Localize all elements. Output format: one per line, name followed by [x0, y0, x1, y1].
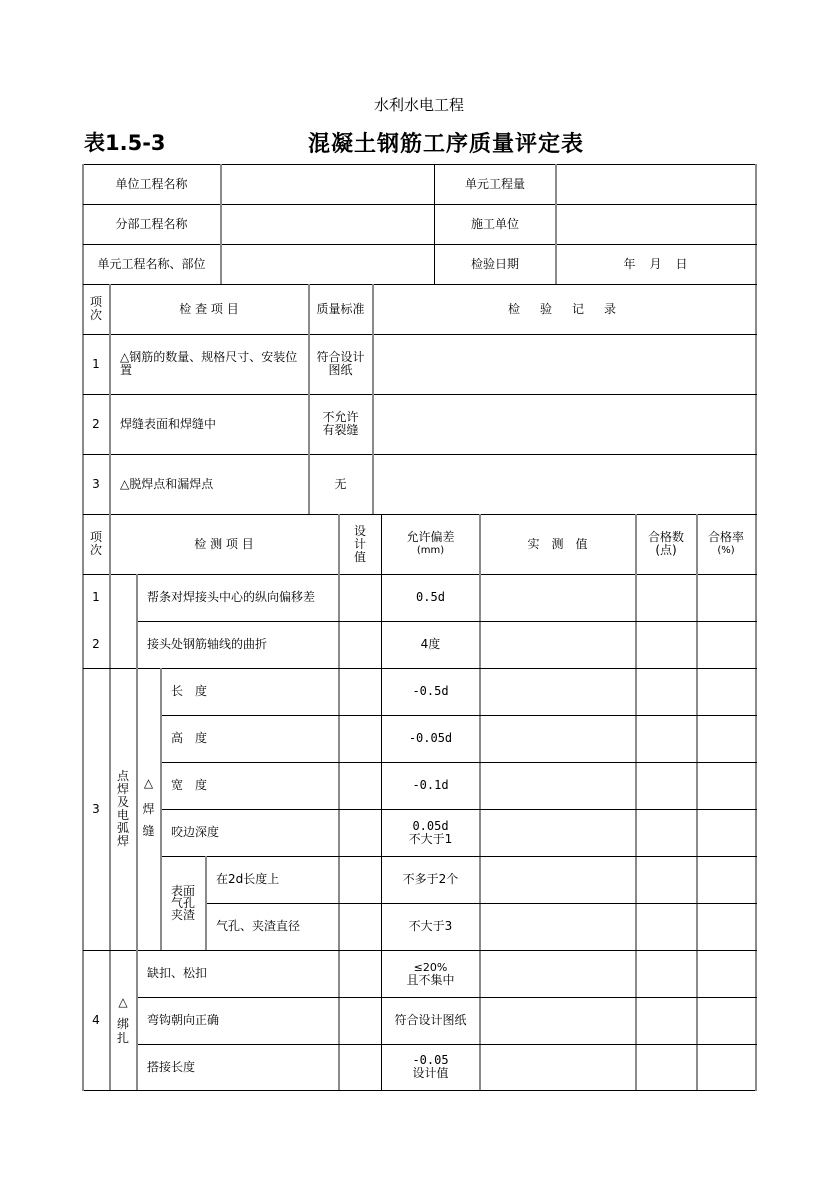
group-welding-text: 点焊及电弧焊	[116, 769, 129, 848]
pass-rate-label: 合格率	[707, 530, 744, 544]
group-pores-label	[161, 856, 205, 950]
measurement-row-item: 缺扣、松扣	[147, 966, 208, 980]
measurement-header-no-text: 项次	[89, 530, 102, 557]
tolerance-value	[382, 1044, 479, 1090]
inspection-row-standard: 不允许有裂缝	[322, 410, 359, 437]
binding-triangle-icon: △	[118, 994, 128, 1009]
unit-quantity-field[interactable]	[556, 164, 755, 204]
measurement-header-no	[83, 514, 109, 574]
inspection-row-record[interactable]	[373, 334, 755, 394]
group-binding-label	[110, 950, 136, 1090]
inspection-header-no	[83, 284, 109, 334]
group-pores-text: 表面气孔夹渣	[170, 884, 195, 922]
measurement-header-pass-count	[636, 514, 696, 574]
measurement-row-item: 在2d长度上	[216, 872, 280, 886]
inspection-header-record: 检 验 记 录	[507, 301, 620, 316]
tolerance-line2: 且不集中	[406, 972, 455, 987]
element-label: 单元工程名称、部位	[97, 256, 206, 271]
pass-count-label: 合格数	[647, 530, 684, 544]
inspection-row-no: 3	[92, 476, 100, 491]
inspection-header-item: 检 查 项 目	[179, 301, 239, 316]
measurement-row-item: 接头处钢筋轴线的曲折	[147, 637, 268, 651]
tolerance-label: 允许偏差	[406, 530, 455, 544]
measurement-row-no: 4	[92, 1012, 100, 1027]
inspection-header-standard: 质量标准	[316, 301, 365, 316]
measurement-row-item: 宽 度	[171, 778, 208, 792]
tolerance-line1: 0.05d	[412, 818, 449, 833]
inspection-row-record[interactable]	[373, 454, 755, 514]
pass-count-unit: (点)	[655, 543, 677, 557]
contractor-field[interactable]	[556, 204, 755, 244]
tolerance-value	[382, 950, 479, 997]
measurement-row-item: 长 度	[171, 684, 208, 698]
measurement-row-item: 高 度	[171, 731, 208, 745]
tolerance-value: 符合设计图纸	[394, 1013, 467, 1027]
inspection-row-no: 1	[92, 356, 100, 371]
measurement-row-item: 帮条对焊接头中心的纵向偏移差	[147, 590, 316, 604]
inspection-row-item: △脱焊点和漏焊点	[120, 476, 214, 491]
measurement-header-item: 检 测 项 目	[194, 536, 254, 551]
measurement-row-no: 3	[92, 801, 100, 816]
date-month: 月	[649, 256, 662, 271]
inspection-row-record[interactable]	[373, 394, 755, 454]
tolerance-value	[382, 809, 479, 856]
date-year: 年	[623, 256, 636, 271]
pass-rate-unit: (%)	[717, 545, 735, 556]
date-day: 日	[675, 256, 688, 271]
inspection-row-standard: 符合设计图纸	[316, 350, 365, 377]
inspection-row-standard: 无	[334, 476, 347, 491]
tolerance-value: 不多于2个	[402, 872, 459, 886]
inspection-row-item: 焊缝表面和焊缝中	[120, 416, 217, 431]
seam-triangle-icon: △	[143, 775, 154, 790]
date-field[interactable]	[556, 244, 755, 284]
unit-project-field[interactable]	[221, 164, 434, 204]
measurement-header-design	[339, 514, 381, 574]
measurement-row-item: 弯钩朝向正确	[147, 1013, 220, 1027]
group-seam-label	[137, 762, 160, 856]
document-category: 水利水电工程	[373, 96, 464, 114]
measurement-header-pass-rate	[697, 514, 755, 574]
group-welding-label	[110, 668, 136, 950]
element-field[interactable]	[221, 244, 434, 284]
tolerance-line2: 不大于1	[408, 831, 453, 846]
inspection-header-no-text: 项次	[89, 295, 102, 322]
contractor-label: 施工单位	[470, 216, 519, 231]
tolerance-line1: -0.05	[412, 1053, 449, 1067]
table-number: 表1.5-3	[84, 131, 166, 155]
tolerance-value: 0.5d	[416, 590, 445, 604]
measurement-row-item: 搭接长度	[147, 1059, 196, 1074]
page-title: 混凝土钢筋工序质量评定表	[308, 132, 585, 157]
tolerance-value: -0.1d	[412, 778, 449, 792]
measurement-header-design-text: 设计值	[353, 523, 366, 564]
inspection-row-no: 2	[92, 416, 100, 431]
tolerance-line1: ≤20%	[413, 960, 448, 974]
group-seam-text: 焊缝	[142, 801, 155, 838]
tolerance-value: -0.05d	[408, 731, 453, 745]
unit-quantity-label: 单元工程量	[464, 176, 525, 191]
measurement-header-tolerance	[382, 514, 479, 574]
sub-project-field[interactable]	[221, 204, 434, 244]
measurement-row-item: 气孔、夹渣直径	[216, 919, 301, 933]
tolerance-value: -0.5d	[412, 684, 449, 698]
group-binding-text: 绑扎	[116, 1016, 129, 1045]
measurement-row-item: 咬边深度	[171, 825, 220, 839]
tolerance-value: 4度	[420, 637, 441, 651]
unit-project-label: 单位工程名称	[115, 176, 188, 191]
tolerance-line2: 设计值	[412, 1066, 449, 1080]
tolerance-unit: (mm)	[416, 545, 445, 556]
measurement-row-no: 2	[92, 637, 100, 651]
tolerance-value: 不大于3	[408, 919, 453, 933]
date-label: 检验日期	[470, 256, 519, 271]
sub-project-label: 分部工程名称	[115, 216, 188, 231]
measurement-header-measured: 实 测 值	[527, 536, 588, 551]
measurement-row-no: 1	[92, 590, 100, 604]
inspection-row-item: △钢筋的数量、规格尺寸、安装位置	[120, 350, 298, 377]
